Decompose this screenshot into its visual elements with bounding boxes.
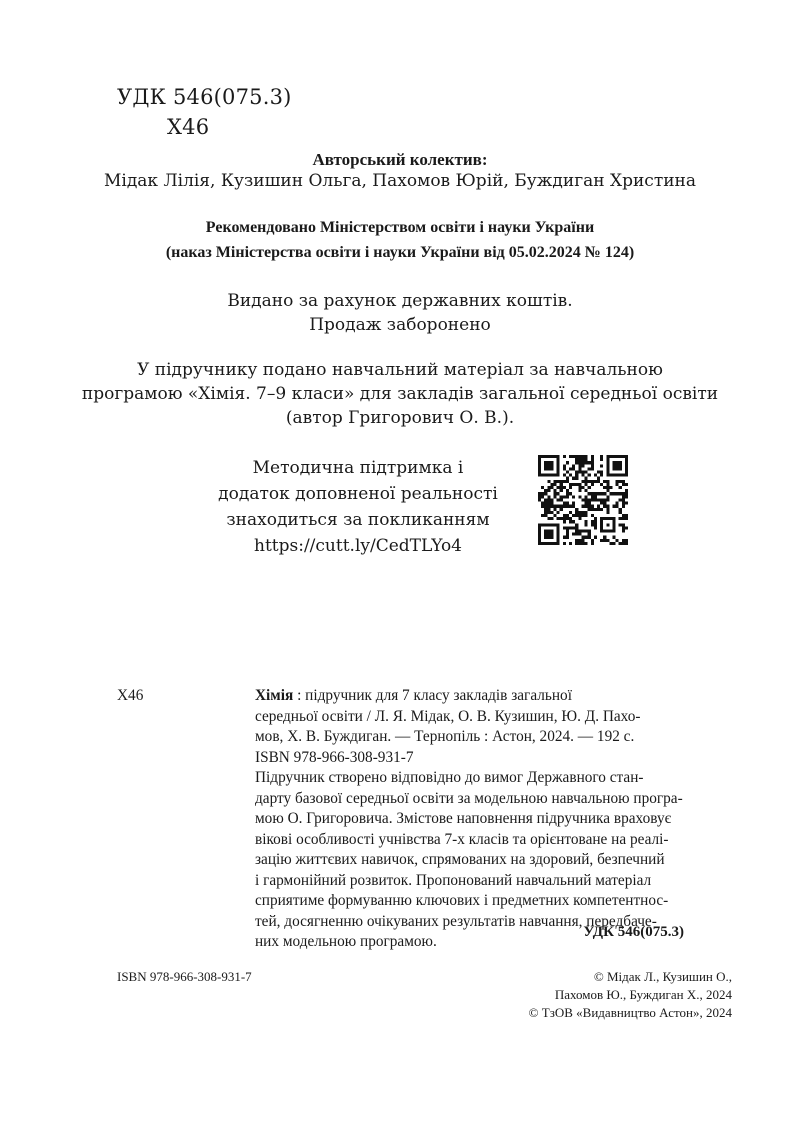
abstract-line: вікові особливості учнівства 7-х класів та орієнтоване на реалі-	[255, 830, 669, 848]
biblio-entry-line-3: мов, Х. В. Буждиган. — Тернопіль : Астон, 2024. — 192 с.	[255, 728, 635, 745]
udk-code: УДК 546(075.3)	[117, 85, 292, 109]
funding-line-2: Продаж заборонено	[309, 315, 491, 335]
support-url[interactable]: https://cutt.ly/CedTLYo4	[254, 536, 462, 556]
abstract-line: них модельною програмою.	[255, 933, 437, 950]
abstract-line: Підручник створено відповідно до вимог Державного стан-	[255, 769, 644, 786]
support-line-2: додаток доповненої реальності	[218, 484, 498, 504]
abstract-line: дарту базової середньої освіти за модельною навчальною програ-	[255, 789, 683, 807]
biblio-code: Х46	[117, 687, 144, 704]
biblio-title: Хімія	[255, 687, 294, 704]
footer-isbn: ISBN 978-966-308-931-7	[117, 969, 252, 984]
authors-heading: Авторський колектив:	[312, 150, 488, 169]
udk-header	[117, 82, 292, 142]
abstract-line: і гармонійний розвиток. Пропонований навчальний матеріал	[255, 871, 652, 889]
biblio-entry-line-2: середньої освіти / Л. Я. Мідак, О. В. Кузишин, Ю. Д. Пахо-	[255, 707, 641, 725]
bibliographic-record	[117, 686, 684, 953]
abstract-line: мою О. Григоровича. Змістове наповнення підручника враховує	[255, 810, 672, 827]
support-line-3: знаходиться за покликанням	[226, 510, 490, 530]
description-line-1: У підручнику подано навчальний матеріал за навчальною	[137, 360, 663, 380]
recommendation-line-1: Рекомендовано Міністерством освіти і науки України	[205, 219, 595, 236]
biblio-entry-line-1	[255, 686, 684, 707]
funding-note	[0, 289, 800, 337]
copyright-block	[529, 968, 732, 1022]
description-line-3: (автор Григорович О. В.).	[285, 408, 515, 428]
authors-names: Мідак Лілія, Кузишин Ольга, Пахомов Юрій, Буждиган Христина	[103, 171, 697, 191]
book-description	[0, 358, 800, 430]
description-line-2: програмою «Хімія. 7–9 класи» для закладів загальної середньої освіти	[81, 384, 719, 404]
support-line-1: Методична підтримка і	[252, 458, 464, 478]
copyright-line-1: © Мідак Л., Кузишин О.,	[593, 969, 732, 984]
support-block	[188, 455, 528, 559]
biblio-entry-text-1: : підручник для 7 класу закладів загальної	[293, 687, 572, 704]
funding-line-1: Видано за рахунок державних коштів.	[227, 291, 573, 311]
abstract-line: сприятиме формуванню ключових і предметних компетентнос-	[255, 892, 669, 909]
abstract-line: зацію життєвих навичок, спрямованих на здоровий, безпечний	[255, 851, 665, 868]
abstract-line: тей, досягненню очікуваних результатів навчання, передбаче-	[255, 912, 657, 930]
udk-footer-code: УДК 546(075.3)	[583, 924, 684, 940]
recommendation-line-2: (наказ Міністерства освіти і науки України від 05.02.2024 № 124)	[165, 244, 635, 261]
author-mark: Х46	[167, 115, 210, 139]
qr-code-icon[interactable]	[538, 455, 628, 545]
copyright-line-2: Пахомов Ю., Буждиган Х., 2024	[554, 987, 732, 1002]
copyright-line-3: © ТзОВ «Видавництво Астон», 2024	[528, 1005, 732, 1020]
biblio-isbn: ISBN 978-966-308-931-7	[255, 748, 414, 766]
